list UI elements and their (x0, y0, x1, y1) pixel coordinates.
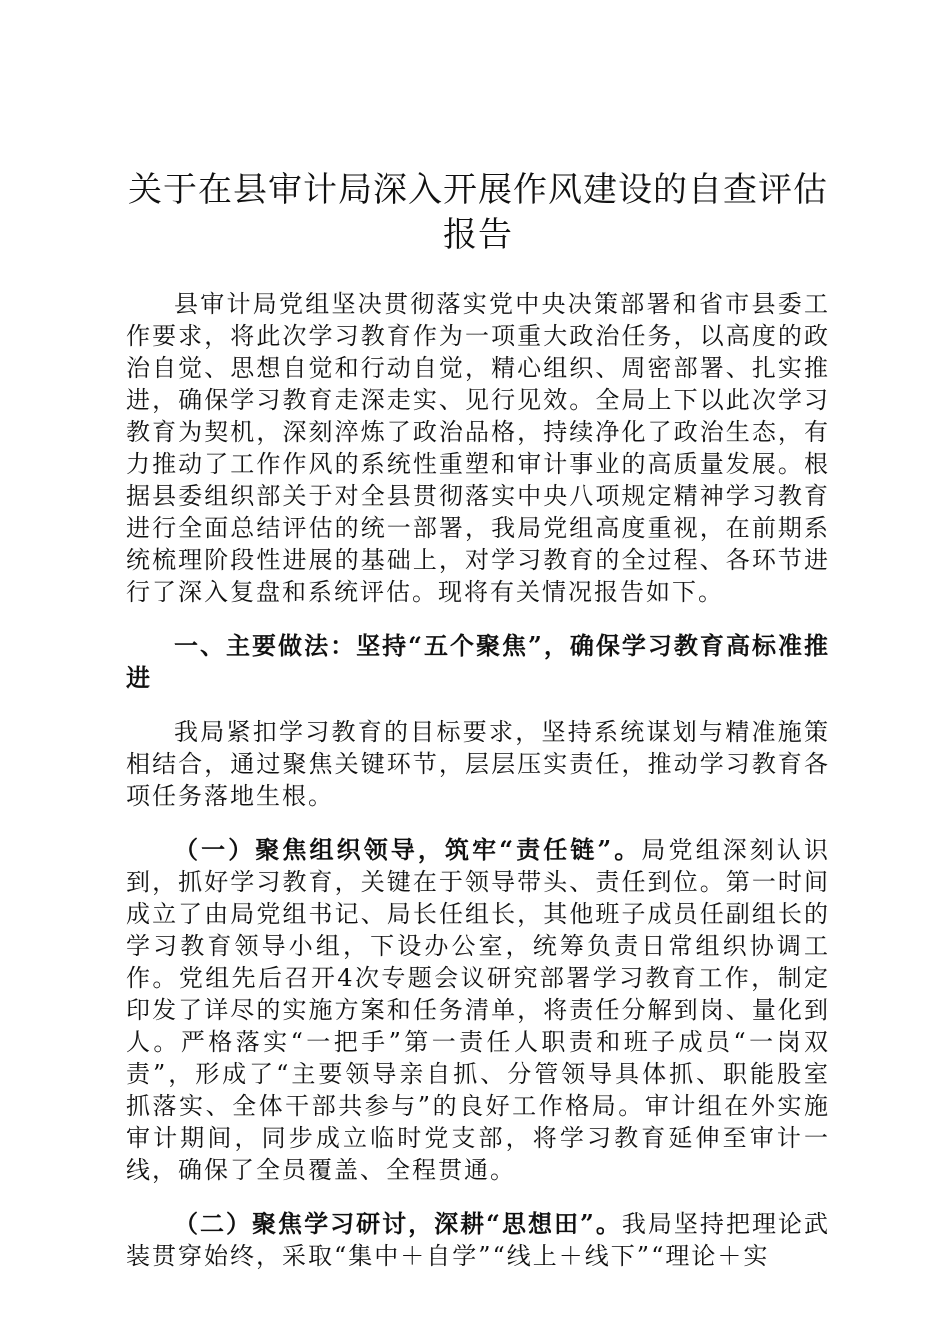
section-1-intro-paragraph: 我局紧扣学习教育的目标要求，坚持系统谋划与精准施策相结合，通过聚焦关键环节，层层压实责任，推动学习教育各项任务落地生根。 (126, 718, 830, 810)
item-2-body: 我局坚持把理论武装贯穿始终，采取“集中＋自学”“线上＋线下”“理论＋实 (126, 1210, 830, 1270)
section-1-heading: 一、主要做法：坚持“五个聚焦”，确保学习教育高标准推进 (126, 631, 830, 692)
item-1-paragraph (126, 834, 830, 1186)
item-1-lead: （一）聚焦组织领导，筑牢“责任链”。 (174, 835, 642, 864)
item-1-body: 局党组深刻认识到，抓好学习教育，关键在于领导带头、责任到位。第一时间成立了由局党组书记、局长任组长，其他班子成员任副组长的学习教育领导小组，下设办公室，统筹负责日常组织协调工作。党组先后召开4次专题会议研究部署学习教育工作，制定印发了详尽的实施方案和任务清单，将责任分解到岗、量化到人。严格落实“一把手”第一责任人职责和班子成员“一岗双责”，形成了“主要领导亲自抓、分管领导具体抓、职能股室抓落实、全体干部共参与”的良好工作格局。审计组在外实施审计期间，同步成立临时党支部，将学习教育延伸至审计一线，确保了全员覆盖、全程贯通。 (126, 836, 831, 1184)
title-line-2: 报告 (443, 215, 513, 255)
title-line-1: 关于在县审计局深入开展作风建设的自查评估 (128, 170, 828, 210)
document-page (126, 168, 830, 1294)
item-2-lead: （二）聚焦学习研讨，深耕“思想田”。 (174, 1209, 622, 1238)
item-2-paragraph (126, 1208, 830, 1272)
intro-paragraph: 县审计局党组坚决贯彻落实党中央决策部署和省市县委工作要求，将此次学习教育作为一项重大政治任务，以高度的政治自觉、思想自觉和行动自觉，精心组织、周密部署、扎实推进，确保学习教育走深走实、见行见效。全局上下以此次学习教育为契机，深刻淬炼了政治品格，持续净化了政治生态，有力推动了工作作风的系统性重塑和审计事业的高质量发展。根据县委组织部关于对全县贯彻落实中央八项规定精神学习教育进行全面总结评估的统一部署，我局党组高度重视，在前期系统梳理阶段性进展的基础上，对学习教育的全过程、各环节进行了深入复盘和系统评估。现将有关情况报告如下。 (126, 290, 830, 606)
document-title (126, 168, 830, 258)
